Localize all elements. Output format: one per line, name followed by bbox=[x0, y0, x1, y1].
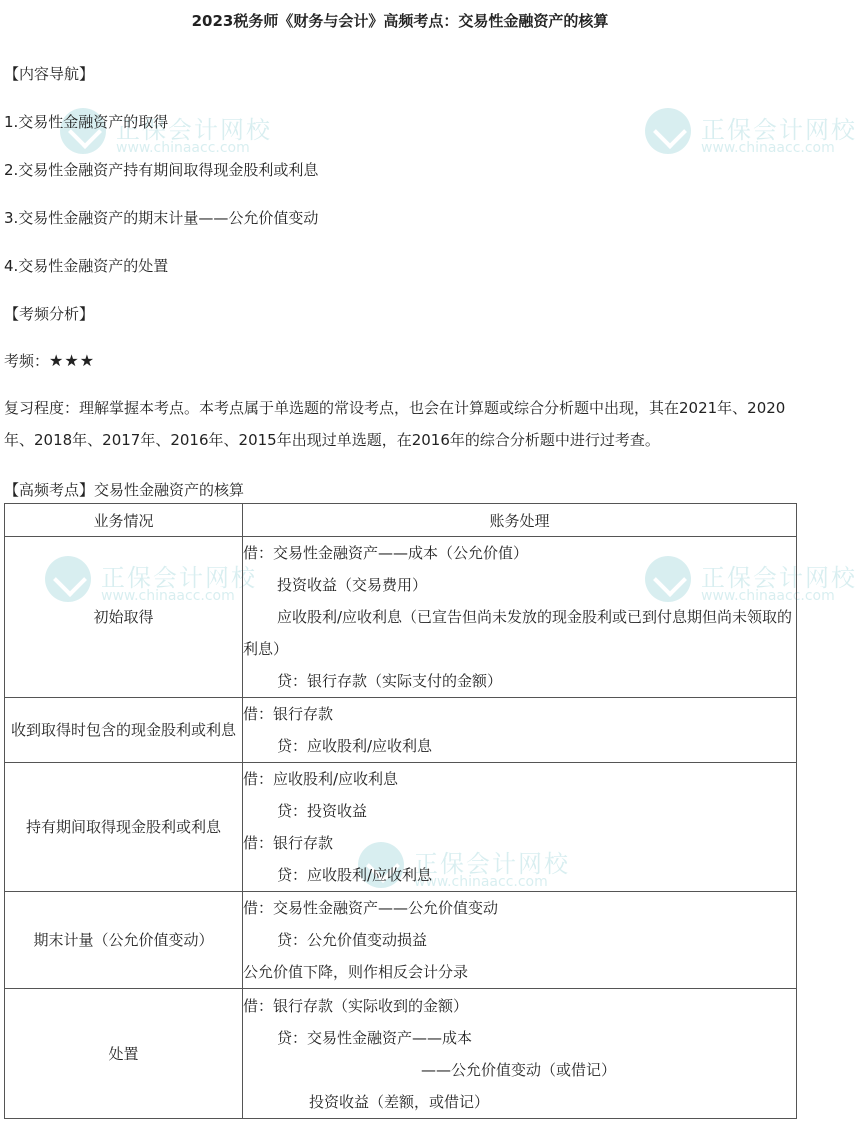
watermark-url: www.chinaacc.com bbox=[101, 588, 235, 604]
business-cell: 处置 bbox=[5, 989, 243, 1119]
entries-cell bbox=[243, 537, 797, 698]
watermark-name: 正保会计网校 bbox=[116, 116, 272, 144]
header-business: 业务情况 bbox=[5, 504, 243, 537]
frequency-label: 考频： bbox=[4, 352, 50, 370]
nav-item: 4.交易性金融资产的处置 bbox=[4, 257, 169, 275]
entry-line: 贷：应收股利/应收利息 bbox=[277, 866, 433, 884]
watermark-url: www.chinaacc.com bbox=[414, 874, 548, 890]
entry-line: 借：银行存款 bbox=[243, 834, 334, 852]
table-row bbox=[5, 763, 797, 892]
entry-line: 应收股利/应收利息（已宣告但尚未发放的现金股利或已到付息期但尚未领取的利息） bbox=[243, 608, 793, 658]
nav-heading: 【内容导航】 bbox=[4, 65, 95, 83]
entry-line: 借：应收股利/应收利息 bbox=[243, 770, 399, 788]
entry-line: 借：银行存款（实际收到的金额） bbox=[243, 996, 469, 1015]
entries-cell bbox=[243, 698, 797, 763]
entries-cell bbox=[243, 989, 797, 1119]
watermark-logo-icon bbox=[645, 108, 691, 154]
entry-line: 贷：银行存款（实际支付的金额） bbox=[277, 672, 503, 690]
table-header-row bbox=[5, 504, 797, 537]
entry-line: 借：交易性金融资产——公允价值变动 bbox=[243, 899, 499, 917]
table-row bbox=[5, 989, 797, 1119]
analysis-heading: 【考频分析】 bbox=[4, 305, 95, 323]
entries-cell bbox=[243, 763, 797, 892]
watermark-url: www.chinaacc.com bbox=[701, 588, 835, 604]
accounting-table bbox=[4, 503, 797, 1119]
watermark-name: 正保会计网校 bbox=[701, 564, 857, 592]
entry-line: ——公允价值变动（或借记） bbox=[421, 1060, 617, 1079]
page-title: 2023税务师《财务与会计》高频考点：交易性金融资产的核算 bbox=[191, 12, 609, 30]
entry-line: 投资收益（交易费用） bbox=[277, 576, 428, 594]
header-entries: 账务处理 bbox=[243, 504, 797, 537]
business-cell: 持有期间取得现金股利或利息 bbox=[5, 763, 243, 892]
entry-line: 贷：投资收益 bbox=[277, 802, 368, 820]
entry-line: 贷：应收股利/应收利息 bbox=[277, 737, 433, 755]
nav-item: 3.交易性金融资产的期末计量——公允价值变动 bbox=[4, 209, 319, 227]
table-row bbox=[5, 892, 797, 989]
frequency bbox=[4, 350, 95, 371]
business-cell: 初始取得 bbox=[5, 537, 243, 698]
business-cell: 收到取得时包含的现金股利或利息 bbox=[5, 698, 243, 763]
business-cell: 期末计量（公允价值变动） bbox=[5, 892, 243, 989]
review-paragraph: 复习程度：理解掌握本考点。本考点属于单选题的常设考点，也会在计算题或综合分析题中出现，其在2021年、2020年、2018年、2017年、2016年、2015年出现过单选题，在2016年的综合分析题中进行过考查。 bbox=[4, 399, 786, 449]
star-rating-icon: ★★★ bbox=[49, 351, 96, 370]
table-row bbox=[5, 698, 797, 763]
entry-line: 借：交易性金融资产——成本（公允价值） bbox=[243, 544, 529, 562]
nav-item: 1.交易性金融资产的取得 bbox=[4, 113, 169, 131]
nav-item: 2.交易性金融资产持有期间取得现金股利或利息 bbox=[4, 161, 319, 179]
table-row bbox=[5, 537, 797, 698]
entry-line: 贷：交易性金融资产——成本 bbox=[277, 1028, 473, 1047]
watermark-url: www.chinaacc.com bbox=[116, 140, 250, 156]
watermark-name: 正保会计网校 bbox=[414, 850, 570, 878]
watermark-url: www.chinaacc.com bbox=[701, 140, 835, 156]
watermark-name: 正保会计网校 bbox=[701, 116, 857, 144]
entry-line: 借：银行存款 bbox=[243, 705, 334, 723]
entry-line: 贷：公允价值变动损益 bbox=[277, 931, 428, 949]
section-heading: 【高频考点】交易性金融资产的核算 bbox=[4, 481, 245, 499]
entries-cell bbox=[243, 892, 797, 989]
entry-line: 投资收益（差额，或借记） bbox=[309, 1092, 490, 1111]
entry-line: 公允价值下降，则作相反会计分录 bbox=[243, 963, 469, 981]
watermark-name: 正保会计网校 bbox=[101, 564, 257, 592]
